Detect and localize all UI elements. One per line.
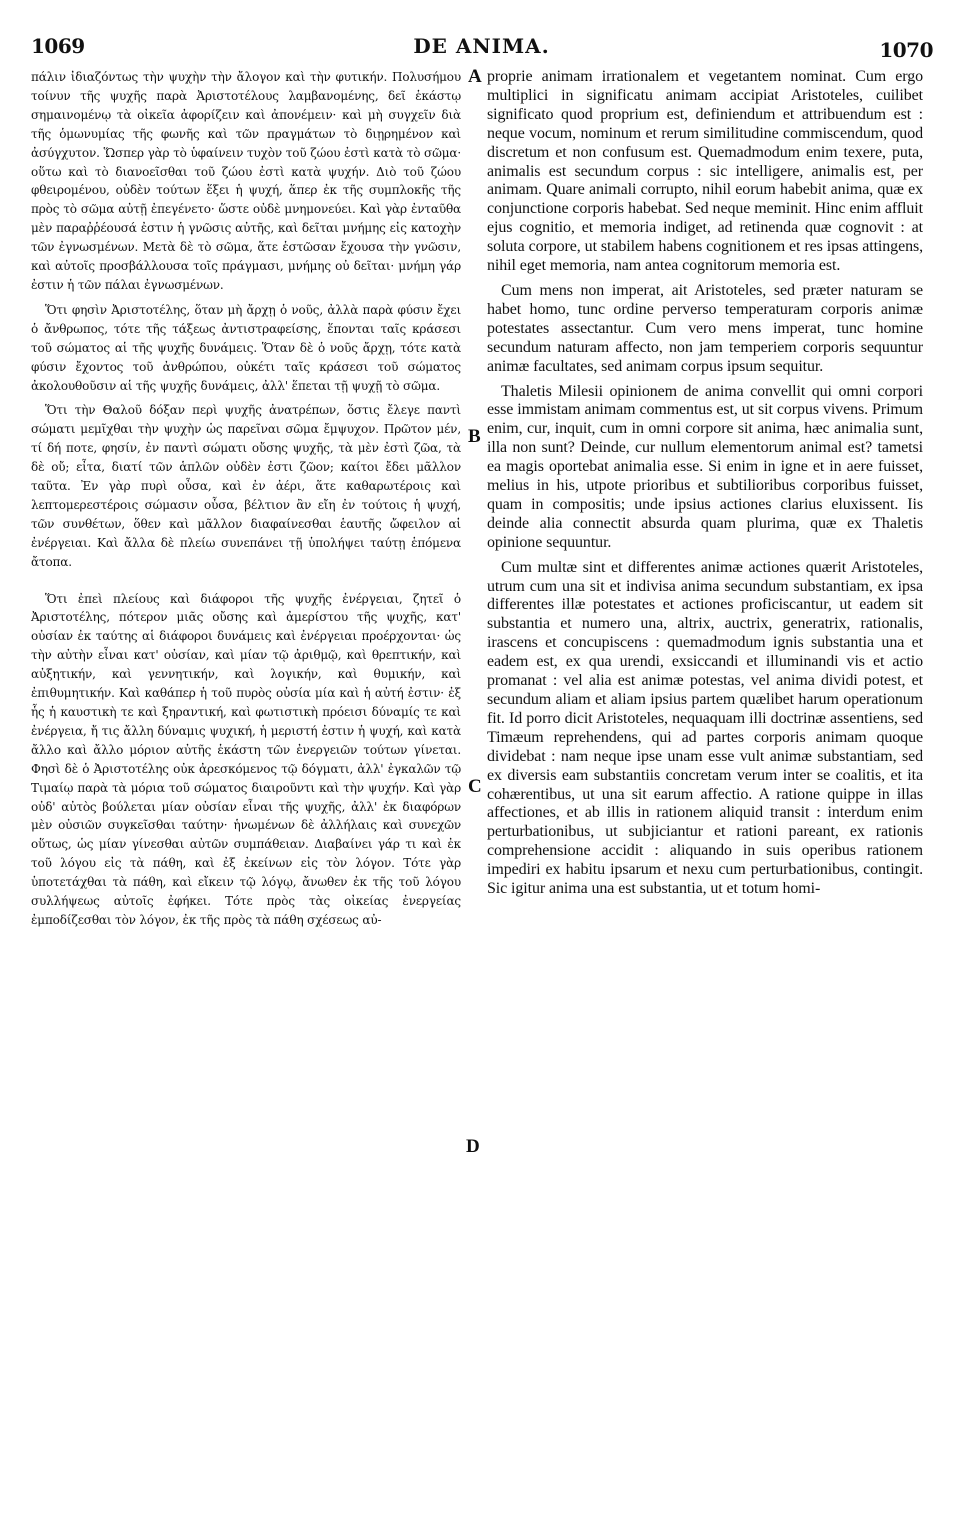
margin-letter-d: D [466, 1136, 480, 1157]
running-title: DE ANIMA. [413, 34, 550, 58]
margin-letter-a: A [468, 66, 482, 87]
greek-paragraph: Ὅτι φησὶν Ἀριστοτέλης, ὅταν μὴ ἄρχῃ ὁ νοῦς, ἀλλὰ παρὰ φύσιν ἔχει ὁ ἄνθρωπος, τότε τῆς τάξεως ἀντιστραφείσης, ἕπονται ταῖς κράσεσι τοῦ σώματος αἱ τῆς ψυχῆς δυνάμεις. Ὅταν δὲ ὁ νοῦς ἄρχῃ, τότε κατὰ φύσιν ἔχοντος τοῦ ἀνθρώπου, οὐκέτι ταῖς κράσεσι τοῦ σώματος ἀκολουθοῦσιν αἱ τῆς ψυχῆς δυνάμεις, ἀλλ' ἕπεται τῇ ψυχῇ τὸ σῶμα. [31, 302, 461, 393]
latin-column [487, 68, 923, 899]
margin-letter-b: B [468, 426, 481, 447]
latin-paragraph: Cum multæ sint et differentes animæ actiones quærit Aristoteles, utrum cum una sit et indivisa anima secundum substantiam, ex ipsa differentes illæ potestates et actiones proficiscantur, ut eadem sit substantia et numero una, altrix, auctrix, generatrix, rationalis, irascens et concupiscens : quemadmodum ignis substantia una et eadem est, ex qua urendi, exsiccandi et illuminandi vis et actio promanat : vel alia est animæ potestas, vel anima dividi potest, et secundum aliam et aliam ipsius partem quælibet harum operationum fit. Id porro dicit Aristoteles, nequaquam illi doctrinæ assentiens, sed Timæum reprehendens, qui ad partes corporis animam quoque dividebat : nam neque ipse unam esse vult animæ substantiam, sed ex diversis eam substantiis concretam verum inter se coalitis, et ita cohærentibus, ut una sit earum affectio. A ratione quippe in illas affectiones, et ab illis in rationem aliquid transit : interdum enim perturbationibus, ut subjiciantur et rationi pareant, ex rationis comprehensione accidit : aliquando in suis operibus rationem impediri ex habitu ipsarum et nexu cum perturbationibus, contingit. Sic igitur anima una est substantia, ut et totum homi- [487, 558, 923, 898]
latin-paragraph: Cum mens non imperat, ait Aristoteles, sed præter naturam se habet homo, tunc ordine perverso temperaturam corporis animæ potestates assectantur. Cum vero mens imperat, tunc homine secundum naturam affecto, non jam temperiem corporis sequuntur animæ facultates, sed animam corpus ipsum sequitur. [487, 281, 923, 375]
page-header [0, 34, 963, 64]
latin-paragraph: proprie animam irrationalem et vegetantem nominat. Cum ergo multiplici in significatu animam accipiat Aristoteles, cuilibet significato quod proprium est, definiendum et attribuendum est : neque vocum, nominum et rerum similitudine commiscendum, quod discretum et non confusum est. Quemadmodum enim texere, puta, animalis est secundum corpus : sic intelligere, animalis est, per animam. Quare animali corrupto, nihil eorum habebit anima, quæ ex conjunctione corporis habebat. Sed neque meminit. Hinc enim affluit ejus cognitio, et memoria indiget, ad retinenda quæ cognovit : at soluta corpore, ut stabilem habens cognitionem et res ipsas attingens, nihil eget memoria, nam antea cognitorum memoria est. [487, 68, 923, 275]
greek-column [31, 68, 461, 930]
latin-paragraph: Thaletis Milesii opinionem de anima convellit qui omni corpori esse immistam animam commentus est, ut sit corpus vivens. Primum enim, cur, inquit, cum in omni corpore sit anima, hæc animalia sunt, illa non sunt? Deinde, cur nullum elementorum animal est? tametsi ea magis oportebat animalia esse. Si enim in igne et in aere fuisset, melius in his, utpote prioribus et subtilioribus corporibus fuisset, quam in compositis; unde ipsius actiones clarius eluxissent. Iis deinde alia connectit absurda quam plurima, quæ ex Thaletis opinione sequuntur. [487, 382, 923, 551]
greek-paragraph: πάλιν ἰδιαζόντως τὴν ψυχὴν τὴν ἄλογον καὶ τὴν φυτικήν. Πολυσήμου τοίνυν τῆς ψυχῆς παρὰ Ἀριστοτέλους λαμβανομένης, δεῖ ἑκάστῳ σημαινομένῳ τὰ οἰκεῖα ἀφορίζειν καὶ ἀπονέμειν· καὶ μὴ συγχεῖν διὰ τῆς ὁμωνυμίας τῆς φωνῆς καὶ τῶν πραγμάτων τὸ διῃρημένον καὶ ἀσύγχυτον. Ὥσπερ γὰρ τὸ ὑφαίνειν τυχὸν τοῦ ζώου ἐστὶ κατὰ τὸ σῶμα· οὕτω καὶ τὸ διανοεῖσθαι τοῦ ζώου ἐστὶ κατὰ ψυχήν. Διὸ τοῦ ζώου φθειρομένου, οὐδὲν τούτων ἕξει ἡ ψυχή, ἅπερ ἐκ τῆς συμπλοκῆς τῆς πρὸς τὸ σῶμα αὐτῇ ἐπεγένετο· ὥστε οὐδὲ μνημονεύει. Καὶ γὰρ ἐνταῦθα μὲν παραῤῥέουσά ἐστιν ἡ γνῶσις αὐτῆς, καὶ δεῖται μνήμης εἰς κατοχὴν τῶν ἐγνωσμένων. Μετὰ δὲ τὸ σῶμα, ἅτε ἑστῶσαν ἔχουσα τὴν γνῶσιν, καὶ αὐτοῖς προσβάλλουσα τοῖς πράγμασι, μνήμης οὐ δεῖται· μνήμη γάρ ἐστιν ἡ τῶν πάλαι ἐγνωσμένων. [31, 70, 461, 292]
greek-paragraph: Ὅτι ἐπεὶ πλείους καὶ διάφοροι τῆς ψυχῆς ἐνέργειαι, ζητεῖ ὁ Ἀριστοτέλης, πότερον μιᾶς οὔσης καὶ ἀμερίστου τῆς ψυχῆς, κατ' οὐσίαν ἐκ ταύτης αἱ διάφοροι δυνάμεις καὶ ἐνέργειαι προέρχονται· ὡς τὴν αὐτὴν εἶναι κατ' οὐσίαν, καὶ μίαν τῷ ἀριθμῷ, καὶ θρεπτικήν, καὶ αὐξητικήν, καὶ γεννητικήν, καὶ λογικήν, καὶ θυμικήν, καὶ ἐπιθυμητικήν. Καὶ καθάπερ ἡ τοῦ πυρὸς οὐσία μία καὶ ἡ αὐτή ἐστιν· ἐξ ἧς ἡ καυστικὴ τε καὶ ξηραντική, καὶ φωτιστικὴ πρόεισι δύναμίς τε καὶ ἐνέργεια, ἤ τις ἄλλη δύναμις ψυχική, ἡ μεριστή ἐστιν ἡ ψυχή, καὶ κατὰ ἄλλο καὶ ἄλλο μόριον αὐτῆς ἑκάστη τῶν ἐνεργειῶν τούτων γίνεται. Φησὶ δὲ ὁ Ἀριστοτέλης οὐκ ἀρεσκόμενος τῷ δόγματι, ἀλλ' ἐγκαλῶν τῷ Τιμαίῳ παρὰ τὰ μόρια τοῦ σώματος διαιροῦντι καὶ τὴν ψυχήν. Καὶ γὰρ οὐδ' αὐτὸς βούλεται μίαν οὐσίαν εἶναι τῆς ψυχῆς, ἀλλ' ἐκ διαφόρων μὲν οὐσιῶν συγκεῖσθαι ταύτην· ἡνωμένων δὲ ἀλλήλαις καὶ συνεχῶν οὕτως, ὡς μίαν γίνεσθαι αὐτῶν συμπάθειαν. Διαβαίνει γάρ τι καὶ ἐκ τοῦ λόγου εἰς τὰ πάθη, καὶ ἐξ ἐκείνων εἰς τὸν λόγον. Τότε γὰρ ὑποτετάχθαι τὰ πάθη, καὶ εἴκειν τῷ λόγῳ, ἄνωθεν ἐκ τῆς τοῦ λόγου συλλήψεως αὐτοῖς ἐφήκει. Τότε πρὸς τὰς οἰκείας ἐνεργείας ἐμποδίζεσθαι τὸν λόγον, ἐκ τῆς πρὸς τὰ πάθη σχέσεως αὐ- [31, 591, 461, 927]
page-number-right: 1070 [879, 38, 933, 62]
margin-letter-c: C [468, 776, 482, 797]
page-number-left: 1069 [31, 34, 85, 58]
greek-paragraph: Ὅτι τὴν Θαλοῦ δόξαν περὶ ψυχῆς ἀνατρέπων, ὅστις ἔλεγε παντὶ σώματι μεμῖχθαι τὴν ψυχὴν ὡς παρεῖναι σῶμα ἔμψυχον. Πρῶτον μέν, τί δή ποτε, φησίν, ἐν παντὶ σώματι οὔσης ψυχῆς, τὰ μὲν ἐστὶ ζῶα, τὰ δὲ οὔ; εἶτα, διατί τῶν ἁπλῶν οὐδὲν ἐστι ζῶον; καίτοι ἔδει μᾶλλον ταῦτα. Ἐν γὰρ πυρὶ οὖσα, καὶ ἐν ἀέρι, ἅτε καθαρωτέροις καὶ λεπτομερεστέροις σώμασιν οὖσα, βέλτιον ἂν εἴη ἐν τούτοις ἡ ψυχή, τῶν συνθέτων, ὅθεν καὶ μᾶλλον διαφαίνεσθαι ἑαυτῆς ὤφειλον αἱ ἐνέργειαι. Καὶ ἄλλα δὲ πλείω συνεπάνει τῇ ὑπολήψει ταύτῃ ἑπόμενα ἄτοπα. [31, 403, 461, 569]
